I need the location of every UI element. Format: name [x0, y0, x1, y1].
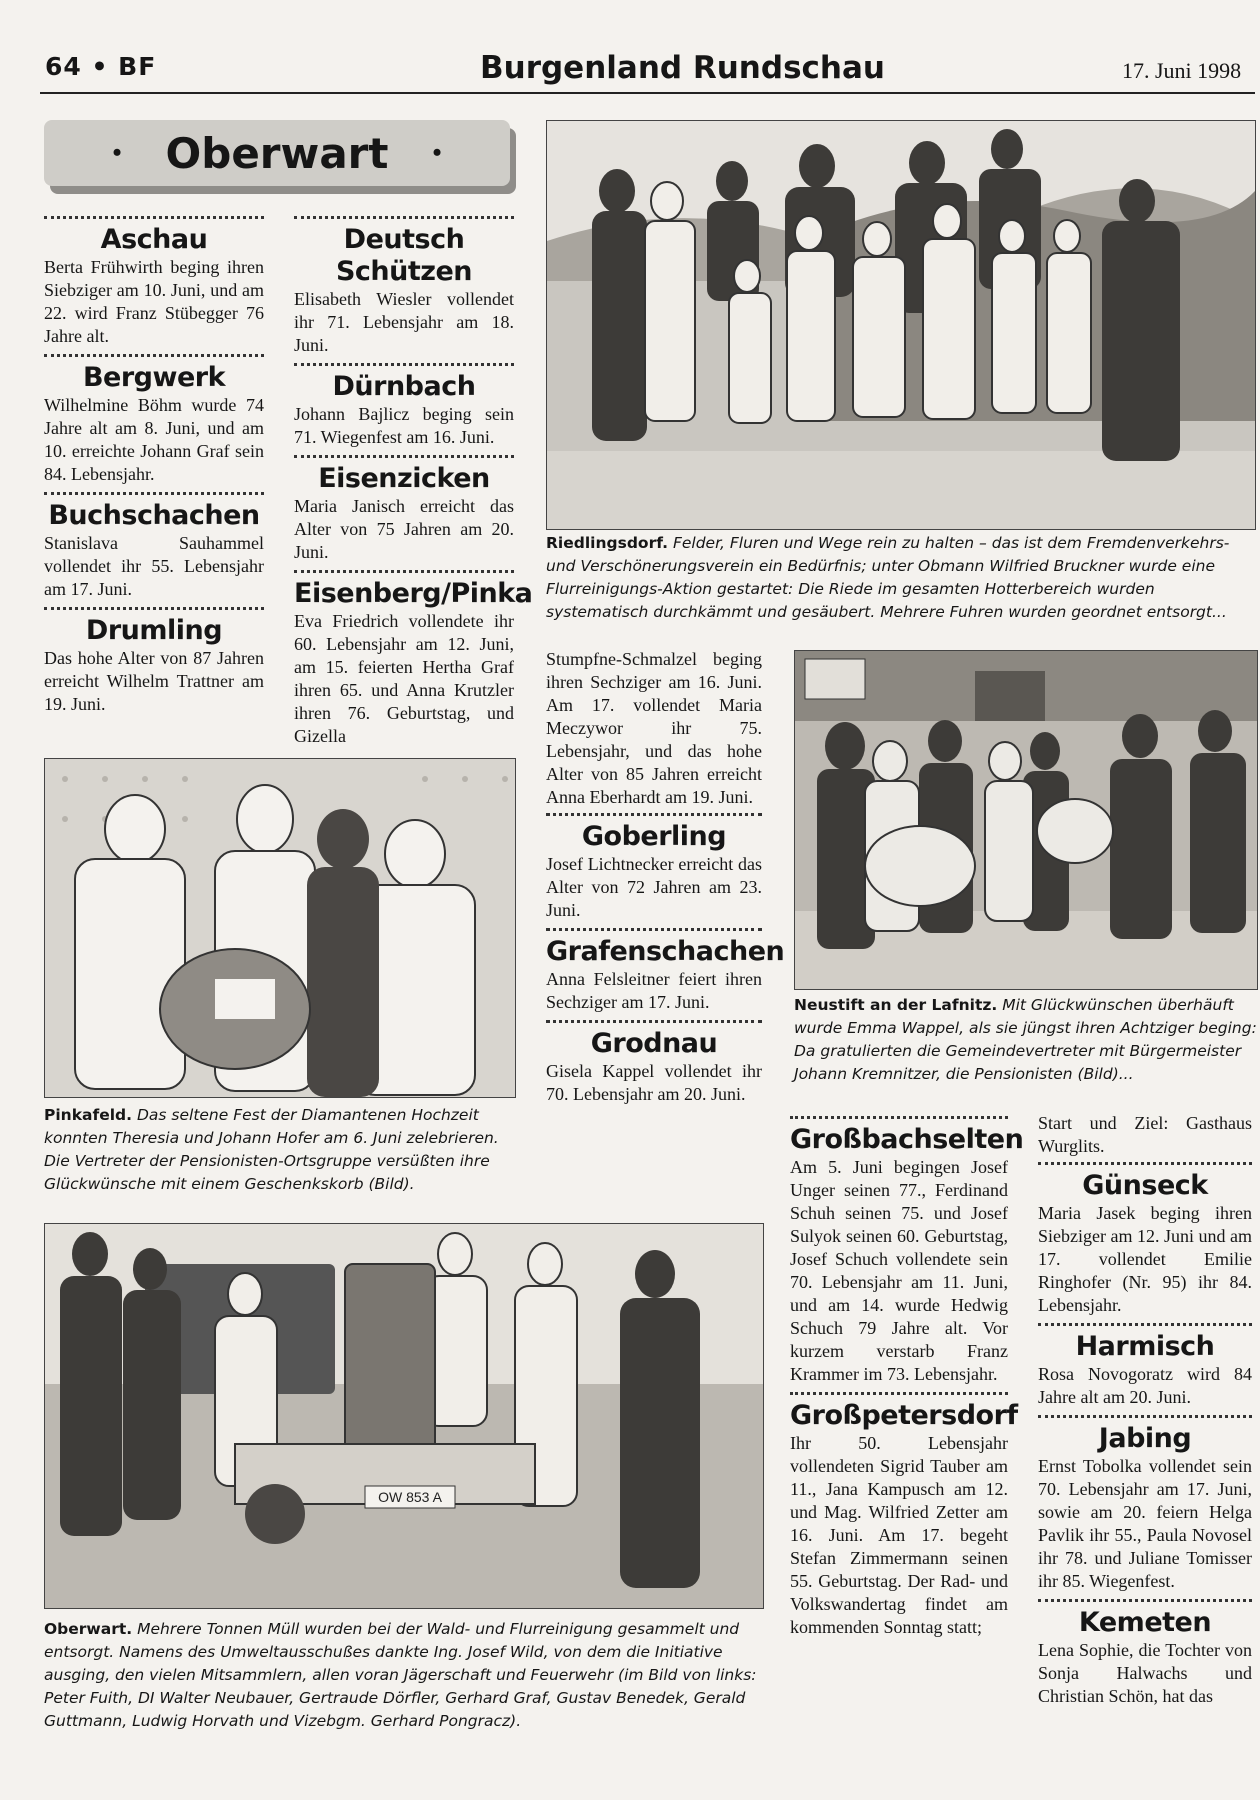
- entry-heading: Bergwerk: [82, 362, 226, 393]
- dotted-separator: [44, 607, 264, 610]
- column-3: [546, 648, 785, 1112]
- column-4: [790, 1112, 1024, 1645]
- dotted-separator: [294, 455, 514, 458]
- entry-kemeten: [1038, 1599, 1252, 1708]
- entry-text: Das hohe Alter von 87 Jahren erreicht Wilhelm Trattner am 19. Juni.: [44, 648, 264, 714]
- page-section-label: 64 • BF: [45, 52, 157, 81]
- dotted-separator: [546, 1020, 762, 1023]
- header-rule: [40, 92, 1255, 94]
- caption-neustift: [794, 994, 1260, 1086]
- banner-title: Oberwart: [165, 128, 389, 178]
- entry-heading: Kemeten: [1078, 1607, 1212, 1638]
- dotted-separator: [294, 570, 514, 573]
- entry-heading: Günseck: [1082, 1170, 1208, 1201]
- entry-text: Gisela Kappel vollendet ihr 70. Lebensjahr am 20. Juni.: [546, 1061, 762, 1104]
- entry-harmisch: [1038, 1323, 1252, 1409]
- column-2: [294, 212, 533, 754]
- caption-text: Das seltene Fest der Diamantenen Hochzeit konnten Theresia und Johann Hofer am 6. Juni zelebrieren. Die Vertreter der Pensionisten-Ortsgruppe versüßten ihre Glückwünsche mit einem Geschenkskorb (Bild).: [44, 1106, 499, 1193]
- entry-jabing: [1038, 1415, 1252, 1593]
- entry-grodnau: [546, 1020, 762, 1106]
- entry-eisenzicken: [294, 455, 514, 564]
- entry-text: Johann Bajlicz beging sein 71. Wiegenfest am 16. Juni.: [294, 404, 514, 447]
- caption-text: Mehrere Tonnen Müll wurden bei der Wald- und Flurreinigung gesammelt und entsorgt. Namens des Umweltausschußes dankte Ing. Josef Wild, von dem die Initiative ausging, den vielen Mitsammlern, allen voran Jägerschaft und Feuerwehr (im Bild von links: Peter Fuith, DI Walter Neubauer, Gertraude Dörfler, Gerhard Graf, Gustav Benedek, Gerald Guttmann, Ludwig Horvath und Vizebgm. Gerhard Pongracz).: [44, 1620, 757, 1730]
- caption-oberwart: [44, 1618, 766, 1733]
- dotted-separator: [546, 928, 762, 931]
- entry-heading: Harmisch: [1075, 1331, 1215, 1362]
- dotted-separator: [1038, 1415, 1252, 1418]
- entry-buchschachen: [44, 492, 264, 601]
- entry-text: Ihr 50. Lebensjahr vollendeten Sigrid Tauber am 11., Jana Kampusch am 12. und Mag. Wilfried Zetter am 16. Juni. Am 17. begeht Stefan Zimmermann seinen 55. Geburtstag. Der Rad- und Volkswandertag findet am kommenden Sonntag statt;: [790, 1433, 1008, 1637]
- entry-aschau: [44, 216, 264, 348]
- dotted-separator: [1038, 1599, 1252, 1602]
- section-banner: [44, 120, 510, 186]
- caption-place: Neustift an der Lafnitz.: [794, 996, 998, 1014]
- photo-pinkafeld-image: [45, 759, 515, 1097]
- entry-continuation-text: Start und Ziel: Gasthaus Wurglits.: [1038, 1113, 1252, 1156]
- photo-neustift-image: [795, 651, 1257, 989]
- photo-oberwart-image: [45, 1224, 763, 1608]
- dotted-separator: [790, 1392, 1008, 1395]
- entry-text: Am 5. Juni begingen Josef Unger seinen 77., Ferdinand Schuh seinen 75. und Josef Sulyok seinen 60. Geburtstag, Josef Schuch vollendete sein 70. Lebensjahr am 11. Juni, und am 14. wurde Hedwig Schuch 79 Jahre alt. Vor kurzem verstarb Franz Krammer im 73. Lebensjahr.: [790, 1157, 1008, 1384]
- photo-riedlingsdorf-image: [547, 121, 1255, 529]
- entry-heading: Grafenschachen: [546, 936, 785, 967]
- entry-text: Eva Friedrich vollendete ihr 60. Lebensjahr am 12. Juni, am 15. feierten Hertha Graf ihren 65. und Anna Krutzler ihren 76. Geburtstag, und Gizella: [294, 611, 514, 746]
- entry-heading: Dürnbach: [332, 371, 476, 402]
- entry-duernbach: [294, 363, 514, 449]
- entry-text: Maria Jasek beging ihren Siebziger am 12. Juni und am 17. vollendet Emilie Ringhofer (Nr. 95) ihr 84. Lebensjahr.: [1038, 1203, 1252, 1315]
- dotted-separator: [546, 813, 762, 816]
- entry-text: Maria Janisch erreicht das Alter von 75 Jahren am 20. Juni.: [294, 496, 514, 562]
- entry-drumling: [44, 607, 264, 716]
- banner-bullet-left: •: [112, 138, 122, 167]
- entry-grafenschachen: [546, 928, 785, 1014]
- column-1: [44, 212, 264, 722]
- entry-text: Ernst Tobolka vollendet sein 70. Lebensjahr am 17. Juni, sowie am 20. feiern Helga Pavlik ihr 55., Paula Novosel ihr 78. und Juliane Tomisser ihr 85. Wiegenfest.: [1038, 1456, 1252, 1591]
- issue-date: 17. Juni 1998: [1122, 58, 1242, 83]
- entry-guenseck: [1038, 1162, 1252, 1317]
- entry-heading: Aschau: [100, 224, 208, 255]
- dotted-separator: [1038, 1162, 1252, 1165]
- entry-grosspetersdorf: [790, 1392, 1018, 1639]
- caption-place: Riedlingsdorf.: [546, 534, 669, 552]
- entry-text: Stanislava Sauhammel vollendet ihr 55. Lebensjahr am 17. Juni.: [44, 533, 264, 599]
- entry-heading: Deutsch Schützen: [335, 224, 473, 287]
- entry-heading: Goberling: [581, 821, 727, 852]
- entry-heading: Großbachselten: [790, 1124, 1024, 1155]
- dotted-separator: [1038, 1323, 1252, 1326]
- dotted-separator: [294, 363, 514, 366]
- photo-pinkafeld: [44, 758, 516, 1098]
- entry-goberling: [546, 813, 762, 922]
- entry-text: Berta Frühwirth beging ihren Siebziger am 10. Juni, und am 22. wird Franz Stübegger 76 Jahre alt.: [44, 257, 264, 346]
- entry-text: Rosa Novogoratz wird 84 Jahre alt am 20. Juni.: [1038, 1364, 1252, 1407]
- caption-riedlingsdorf: [546, 532, 1258, 624]
- entry-heading: Eisenberg/Pinka: [294, 578, 533, 609]
- newspaper-title: Burgenland Rundschau: [480, 50, 885, 86]
- caption-place: Pinkafeld.: [44, 1106, 133, 1124]
- column-5: [1038, 1112, 1252, 1714]
- entry-grossbachselten: [790, 1116, 1024, 1386]
- entry-heading: Eisenzicken: [318, 463, 490, 494]
- entry-text: Anna Felsleitner feiert ihren Sechziger am 17. Juni.: [546, 969, 762, 1012]
- entry-eisenberg-pinka: [294, 570, 533, 748]
- photo-oberwart: [44, 1223, 764, 1609]
- entry-deutsch-schuetzen: [294, 216, 514, 357]
- license-plate-text: OW 853 A: [378, 1489, 442, 1505]
- dotted-separator: [294, 216, 514, 219]
- caption-text: Felder, Fluren und Wege rein zu halten – das ist dem Fremdenverkehrs- und Verschönerungsverein ein Bedürfnis; unter Obmann Wilfried Bruckner wurde eine Flurreinigungs-Aktion gestartet: Die Riede im gesamten Hotterbereich wurden systematisch durchkämmt und gesäubert. Mehrere Fuhren wurden geordnet entsorgt...: [546, 534, 1230, 621]
- caption-place: Oberwart.: [44, 1620, 133, 1638]
- entry-heading: Großpetersdorf: [790, 1400, 1018, 1431]
- entry-text: Elisabeth Wiesler vollendet ihr 71. Lebensjahr am 18. Juni.: [294, 289, 514, 355]
- photo-riedlingsdorf: [546, 120, 1256, 530]
- entry-heading: Grodnau: [590, 1028, 718, 1059]
- photo-neustift: [794, 650, 1258, 990]
- entry-text: Wilhelmine Böhm wurde 74 Jahre alt am 8. Juni, und am 10. erreichte Johann Graf sein 84. Lebensjahr.: [44, 395, 264, 484]
- caption-text: Mit Glückwünschen überhäuft wurde Emma Wappel, als sie jüngst ihren Achtziger beging: Da gratulierten die Gemeindevertreter mit Bürgermeister Johann Kremnitzer, die Pensionisten (Bild)...: [794, 996, 1257, 1083]
- entry-heading: Jabing: [1098, 1423, 1192, 1454]
- entry-text: Lena Sophie, die Tochter von Sonja Halwachs und Christian Schön, hat das: [1038, 1640, 1252, 1706]
- entry-heading: Buchschachen: [48, 500, 260, 531]
- dotted-separator: [790, 1116, 1008, 1119]
- entry-continuation-text: Stumpfne-Schmalzel beging ihren Sechziger am 16. Juni. Am 17. vollendet Maria Meczywor ihr 75. Lebensjahr, und das hohe Alter von 85 Jahren erreicht Anna Eberhardt am 19. Juni.: [546, 649, 762, 807]
- entry-heading: Drumling: [85, 615, 223, 646]
- dotted-separator: [44, 216, 264, 219]
- banner-bullet-right: •: [432, 138, 442, 167]
- dotted-separator: [44, 492, 264, 495]
- entry-text: Josef Lichtnecker erreicht das Alter von 72 Jahren am 23. Juni.: [546, 854, 762, 920]
- dotted-separator: [44, 354, 264, 357]
- caption-pinkafeld: [44, 1104, 518, 1196]
- entry-bergwerk: [44, 354, 264, 486]
